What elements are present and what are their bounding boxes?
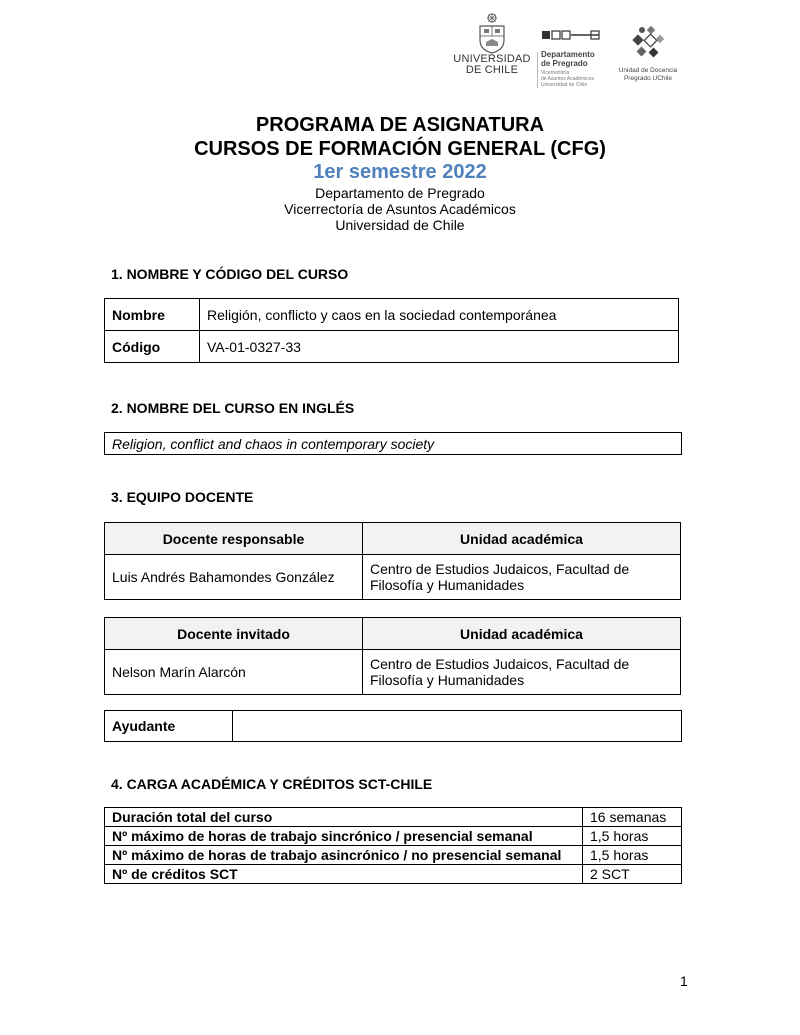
- english-name-value: Religion, conflict and chaos in contemporary society: [105, 433, 682, 455]
- name-label: Nombre: [105, 299, 200, 331]
- teaching-unit-line2: Pregrado UChile: [623, 75, 673, 82]
- sct-credits-value: 2 SCT: [583, 865, 682, 884]
- table-row: [105, 846, 682, 865]
- table-header-row: [105, 523, 681, 555]
- table-row: [105, 555, 681, 600]
- async-hours-value: 1,5 horas: [583, 846, 682, 865]
- department-sub-line2: de Asuntos Académicos: [541, 76, 595, 82]
- sync-hours-label: Nº máximo de horas de trabajo sincrónico / presencial semanal: [105, 827, 583, 846]
- table-row: [105, 808, 682, 827]
- header-vicerrectoria: Vicerrectoría de Asuntos Académicos: [284, 201, 516, 217]
- department-name-line2: de Pregrado: [541, 59, 588, 68]
- logo-divider: [537, 52, 538, 88]
- responsible-col-header: Docente responsable: [105, 523, 363, 555]
- assistant-label: Ayudante: [105, 711, 233, 742]
- invited-teacher-table: [104, 617, 681, 695]
- unit-col-header: Unidad académica: [363, 523, 681, 555]
- name-value: Religión, conflicto y caos en la sociedad contemporánea: [200, 299, 679, 331]
- assistant-table: [104, 710, 682, 742]
- code-label: Código: [105, 331, 200, 363]
- assistant-value: [233, 711, 682, 742]
- invited-col-header: Docente invitado: [105, 618, 363, 650]
- table-row: [105, 331, 679, 363]
- universidad-de-chile-logo: [452, 12, 532, 76]
- table-row: [105, 433, 682, 455]
- sync-hours-value: 1,5 horas: [583, 827, 682, 846]
- cubes-icon: [628, 24, 668, 62]
- departamento-pregrado-logo: [541, 28, 611, 88]
- english-name-table: [104, 432, 682, 455]
- table-row: [105, 865, 682, 884]
- header-department: Departamento de Pregrado: [315, 185, 485, 201]
- section1-heading: 1. NOMBRE Y CÓDIGO DEL CURSO: [111, 266, 349, 282]
- teaching-unit-line1: Unidad de Docencia: [618, 67, 678, 74]
- department-sub-line3: Universidad de Chile: [541, 82, 588, 88]
- table-header-row: [105, 618, 681, 650]
- university-name-line2: DE CHILE: [465, 64, 519, 76]
- department-sub-line1: Vicerrectoría: [541, 70, 570, 76]
- course-name-code-table: [104, 298, 679, 363]
- section3-heading: 3. EQUIPO DOCENTE: [111, 489, 254, 505]
- invited-unit: Centro de Estudios Judaicos, Facultad de Filosofía y Humanidades: [363, 650, 681, 695]
- invited-name: Nelson Marín Alarcón: [105, 650, 363, 695]
- unit-col-header: Unidad académica: [363, 618, 681, 650]
- responsible-unit: Centro de Estudios Judaicos, Facultad de Filosofía y Humanidades: [363, 555, 681, 600]
- table-row: [105, 711, 682, 742]
- table-row: [105, 299, 679, 331]
- squares-line-icon: [541, 29, 603, 41]
- document-subtitle: CURSOS DE FORMACIÓN GENERAL (CFG): [194, 138, 606, 160]
- responsible-teacher-table: [104, 522, 681, 600]
- code-value: VA-01-0327-33: [200, 331, 679, 363]
- page-number: 1: [680, 973, 688, 989]
- semester-label: 1er semestre 2022: [313, 161, 487, 183]
- sct-credits-label: Nº de créditos SCT: [105, 865, 583, 884]
- table-row: [105, 827, 682, 846]
- responsible-name: Luis Andrés Bahamondes González: [105, 555, 363, 600]
- university-seal-icon: [472, 12, 512, 54]
- unidad-docencia-logo: [614, 24, 682, 83]
- logo-bar: [452, 12, 682, 92]
- table-row: [105, 650, 681, 695]
- section4-heading: 4. CARGA ACADÉMICA Y CRÉDITOS SCT-CHILE: [111, 776, 433, 792]
- document-title: PROGRAMA DE ASIGNATURA: [255, 114, 545, 136]
- header-university: Universidad de Chile: [335, 217, 465, 233]
- duration-label: Duración total del curso: [105, 808, 583, 827]
- department-name-line1: Departamento: [541, 50, 595, 59]
- duration-value: 16 semanas: [583, 808, 682, 827]
- academic-load-table: [104, 807, 682, 884]
- university-name-line1: UNIVERSIDAD: [453, 53, 531, 65]
- section2-heading: 2. NOMBRE DEL CURSO EN INGLÉS: [111, 400, 355, 416]
- async-hours-label: Nº máximo de horas de trabajo asincrónico / no presencial semanal: [105, 846, 583, 865]
